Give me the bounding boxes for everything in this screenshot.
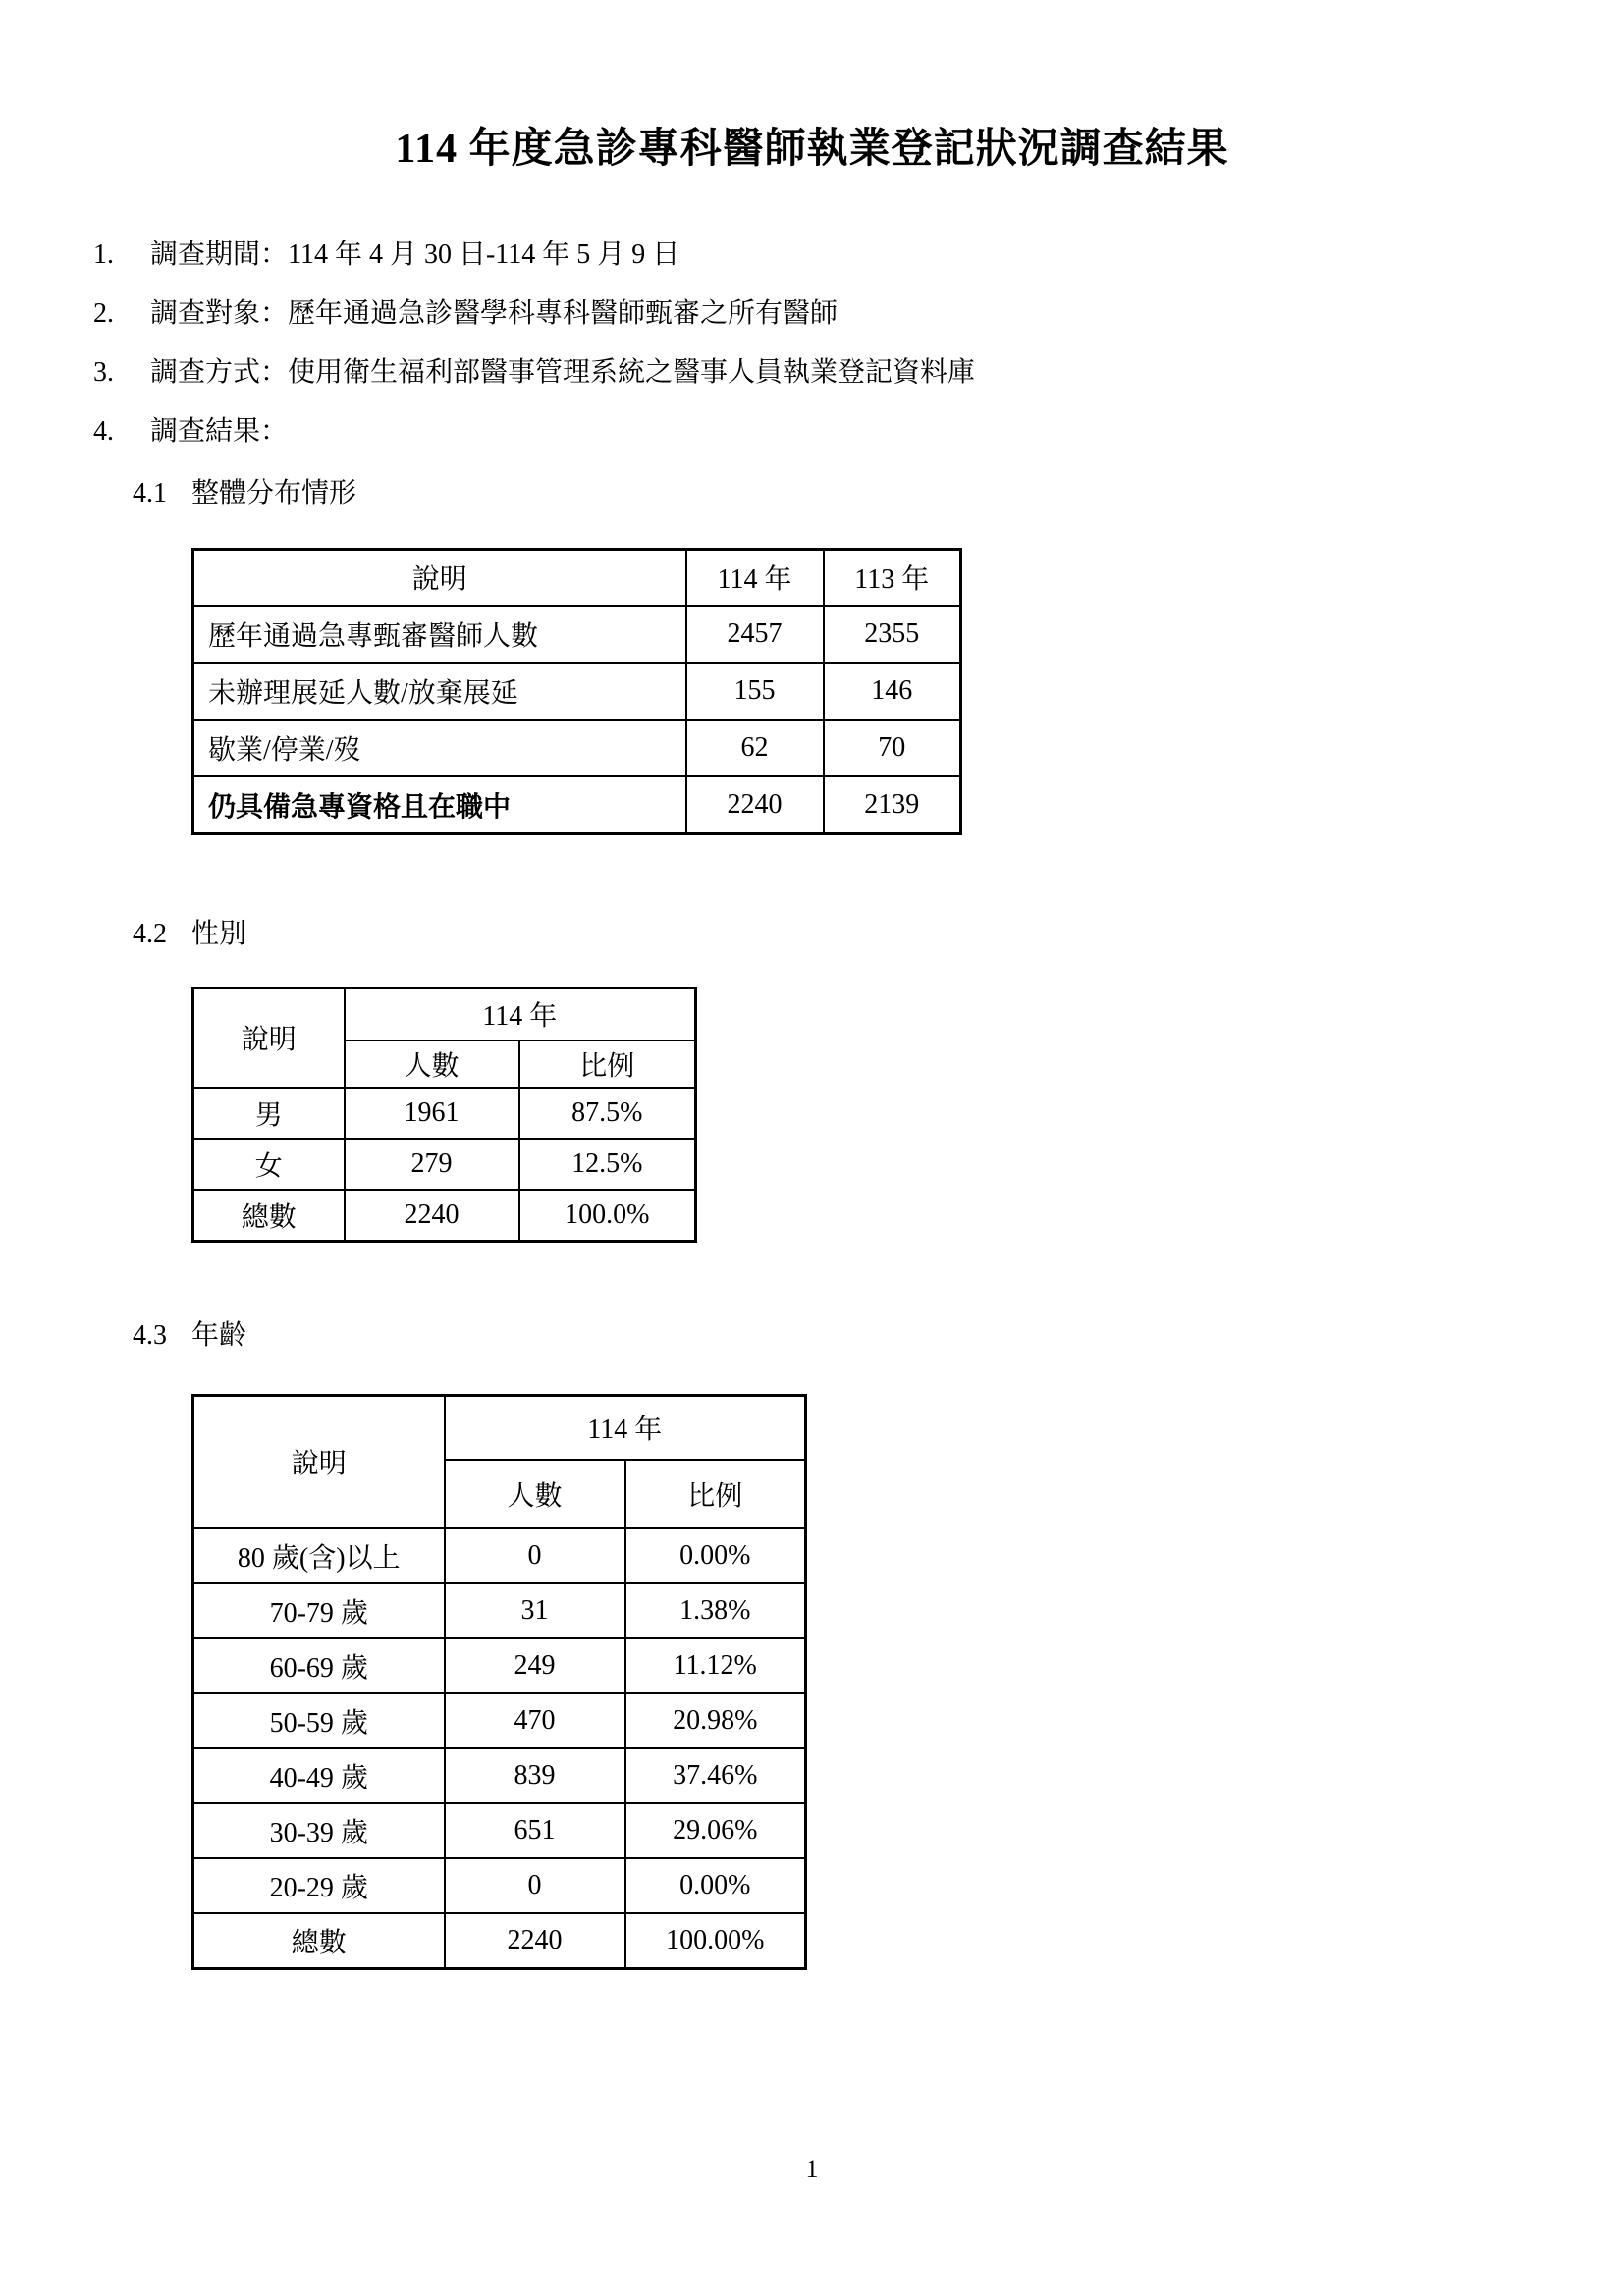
table-cell-count: 279 — [345, 1139, 519, 1190]
table-cell-label: 60-69 歲 — [193, 1638, 445, 1693]
header-cell-ratio: 比例 — [625, 1460, 806, 1528]
table-row — [193, 663, 961, 720]
table-row — [193, 1638, 806, 1693]
header-cell-year113: 113 年 — [824, 549, 961, 606]
table-row — [193, 1913, 806, 1968]
header-cell-description: 說明 — [193, 549, 686, 606]
table-cell-v114: 62 — [686, 720, 824, 776]
table-cell-count: 651 — [445, 1803, 625, 1858]
section-title: 整體分布情形 — [191, 477, 357, 508]
table-row — [193, 1583, 806, 1638]
table-cell-count: 2240 — [345, 1190, 519, 1241]
table-cell-count: 0 — [445, 1528, 625, 1583]
table-cell-label: 男 — [193, 1088, 345, 1139]
table-cell-label: 80 歲(含)以上 — [193, 1528, 445, 1583]
header-cell-description: 說明 — [193, 1395, 445, 1528]
table-cell-pct: 37.46% — [625, 1748, 806, 1803]
intro-item-3 — [0, 358, 1624, 388]
intro-item-text: 調查期間：114 年 4 月 30 日-114 年 5 月 9 日 — [150, 239, 680, 270]
table-cell-label: 30-39 歲 — [193, 1803, 445, 1858]
table-cell-label: 70-79 歲 — [193, 1583, 445, 1638]
header-cell-year114: 114 年 — [345, 988, 696, 1041]
section-number: 4.2 — [133, 918, 167, 949]
table-row — [193, 720, 961, 776]
table-cell-label: 20-29 歲 — [193, 1858, 445, 1913]
intro-item-2 — [0, 299, 1624, 329]
table-cell-pct: 87.5% — [519, 1088, 696, 1139]
table-cell-label: 女 — [193, 1139, 345, 1190]
table-cell-pct: 100.00% — [625, 1913, 806, 1968]
table-cell-count: 839 — [445, 1748, 625, 1803]
table-cell-label: 歷年通過急專甄審醫師人數 — [193, 606, 686, 663]
table-row — [193, 1528, 806, 1583]
table-row — [193, 1139, 696, 1190]
intro-item-number: 4. — [93, 415, 114, 447]
header-cell-year114: 114 年 — [445, 1395, 806, 1460]
page-number: 1 — [805, 2155, 819, 2183]
table-cell-pct: 29.06% — [625, 1803, 806, 1858]
section-heading-age — [0, 1321, 1624, 1351]
table-cell-label: 仍具備急專資格且在職中 — [193, 776, 686, 833]
table-cell-v114: 2240 — [686, 776, 824, 833]
table-cell-pct: 12.5% — [519, 1139, 696, 1190]
intro-item-text: 調查對象：歷年通過急診醫學科專科醫師甄審之所有醫師 — [150, 297, 839, 329]
table-cell-pct: 1.38% — [625, 1583, 806, 1638]
table-cell-count: 470 — [445, 1693, 625, 1748]
table-cell-label: 50-59 歲 — [193, 1693, 445, 1748]
table-header-row — [193, 549, 961, 606]
intro-item-text: 調查方式：使用衛生福利部醫事管理系統之醫事人員執業登記資料庫 — [150, 356, 976, 388]
intro-item-1 — [0, 240, 1624, 270]
table-header-row — [193, 988, 696, 1041]
table-cell-pct: 20.98% — [625, 1693, 806, 1748]
section-title: 性別 — [191, 918, 247, 949]
section-number: 4.1 — [133, 477, 167, 508]
intro-item-number: 2. — [93, 297, 114, 329]
table-cell-label: 歇業/停業/歿 — [193, 720, 686, 776]
document-title: 114 年度急診專科醫師執業登記狀況調查結果 — [395, 127, 1229, 172]
table-cell-count: 31 — [445, 1583, 625, 1638]
table-cell-v114: 155 — [686, 663, 824, 720]
table-cell-count: 2240 — [445, 1913, 625, 1968]
section-heading-gender — [0, 920, 1624, 949]
table-cell-label: 總數 — [193, 1190, 345, 1241]
intro-item-number: 1. — [93, 239, 114, 270]
table-cell-pct: 11.12% — [625, 1638, 806, 1693]
header-cell-count: 人數 — [345, 1041, 519, 1088]
table-cell-pct: 0.00% — [625, 1858, 806, 1913]
header-cell-ratio: 比例 — [519, 1041, 696, 1088]
table-cell-pct: 0.00% — [625, 1528, 806, 1583]
intro-list — [0, 240, 1624, 447]
table-row — [193, 1190, 696, 1241]
table-cell-label: 總數 — [193, 1913, 445, 1968]
table-row — [193, 1858, 806, 1913]
table-cell-label: 未辦理展延人數/放棄展延 — [193, 663, 686, 720]
table-gender — [191, 987, 697, 1243]
table-row — [193, 1088, 696, 1139]
intro-item-4 — [0, 417, 1624, 447]
table-cell-pct: 100.0% — [519, 1190, 696, 1241]
table-cell-v113: 70 — [824, 720, 961, 776]
table-age — [191, 1394, 807, 1970]
section-title: 年齡 — [191, 1319, 247, 1351]
table-row — [193, 776, 961, 833]
header-cell-count: 人數 — [445, 1460, 625, 1528]
section-heading-overall — [0, 479, 1624, 508]
table-cell-v113: 146 — [824, 663, 961, 720]
table-cell-v113: 2139 — [824, 776, 961, 833]
table-cell-label: 40-49 歲 — [193, 1748, 445, 1803]
table-cell-count: 0 — [445, 1858, 625, 1913]
header-cell-year114: 114 年 — [686, 549, 824, 606]
table-row — [193, 1803, 806, 1858]
table-overall-distribution — [191, 548, 962, 835]
table-header-row — [193, 1395, 806, 1460]
intro-item-text: 調查結果： — [150, 415, 289, 447]
section-number: 4.3 — [133, 1319, 167, 1351]
table-row — [193, 1748, 806, 1803]
table-cell-count: 249 — [445, 1638, 625, 1693]
intro-item-number: 3. — [93, 356, 114, 388]
table-cell-v113: 2355 — [824, 606, 961, 663]
table-cell-count: 1961 — [345, 1088, 519, 1139]
header-cell-description: 說明 — [193, 988, 345, 1088]
table-row — [193, 606, 961, 663]
table-row — [193, 1693, 806, 1748]
table-cell-v114: 2457 — [686, 606, 824, 663]
